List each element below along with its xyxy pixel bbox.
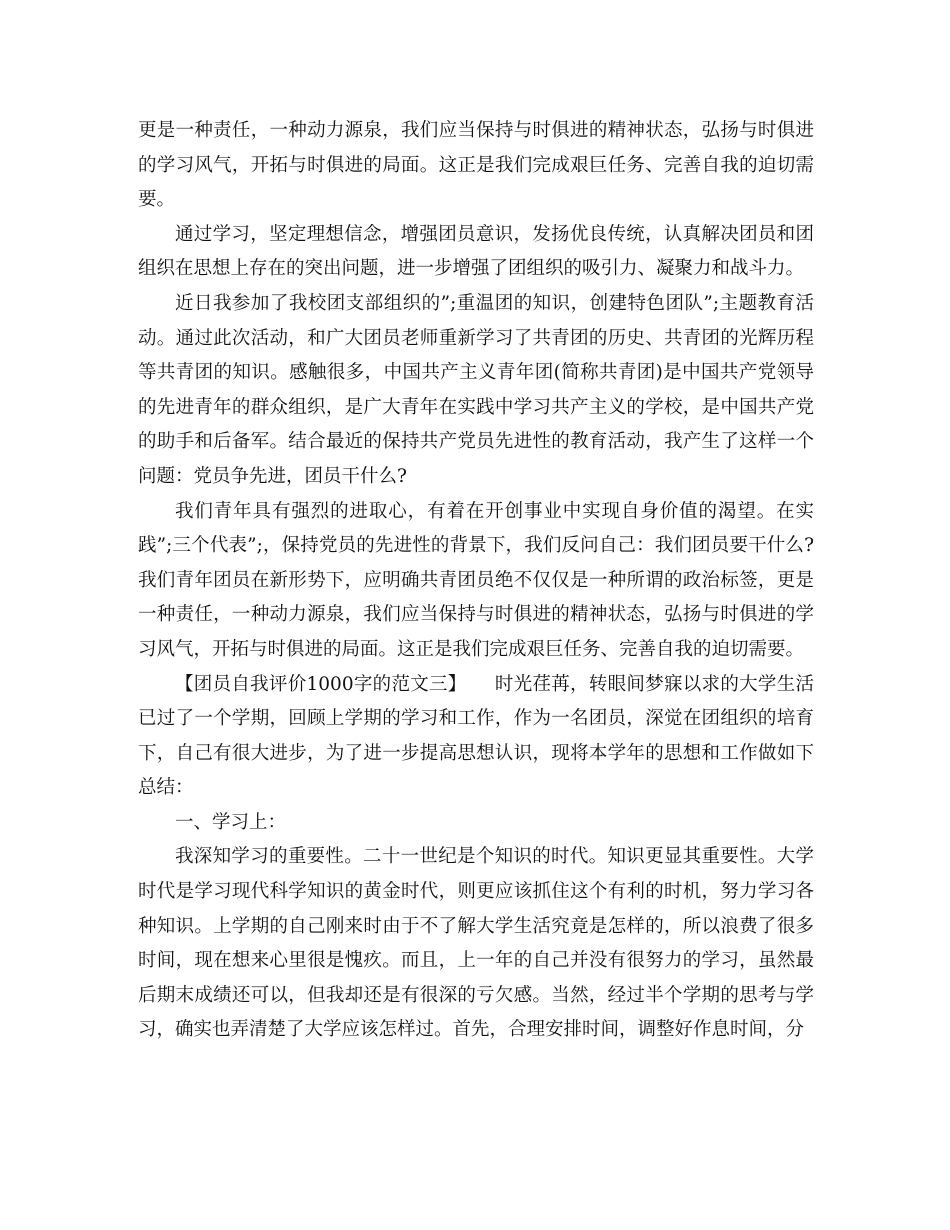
- paragraph-1: 更是一种责任，一种动力源泉，我们应当保持与时俱进的精神状态，弘扬与时俱进的学习风气，开拓与时俱进的局面。这正是我们完成艰巨任务、完善自我的迫切需要。: [138, 120, 814, 211]
- paragraph-4: 我们青年具有强烈的进取心，有着在开创事业中实现自身价值的渴望。在实践”;三个代表”;，保持党员的先进性的背景下，我们反问自己：我们团员要干什么?我们青年团员在新形势下，应明确共青团员绝不仅仅是一种所谓的政治标签，更是一种责任，一种动力源泉，我们应当保持与时俱进的精神状态，弘扬与时俱进的学习风气，开拓与时俱进的局面。这正是我们完成艰巨任务、完善自我的迫切需要。: [138, 500, 814, 660]
- paragraph-3: 近日我参加了我校团支部组织的”;重温团的知识，创建特色团队”;主题教育活动。通过此次活动，和广大团员老师重新学习了共青团的历史、共青团的光辉历程等共青团的知识。感触很多，中国共产主义青年团(简称共青团)是中国共产党领导的先进青年的群众组织，是广大青年在实践中学习共产主义的学校，是中国共产党的助手和后备军。结合最近的保持共产党员先进性的教育活动，我产生了这样一个问题：党员争先进，团员干什么?: [138, 292, 814, 487]
- paragraph-5: 【团员自我评价1000字的范文三】 时光荏苒，转眼间梦寐以求的大学生活已过了一个学期，回顾上学期的学习和工作，作为一名团员，深觉在团组织的培育下，自己有很大进步，为了进一步提高思想认识，现将本学年的思想和工作做如下总结：: [138, 673, 814, 799]
- paragraph-7: 我深知学习的重要性。二十一世纪是个知识的时代。知识更显其重要性。大学时代是学习现代科学知识的黄金时代，则更应该抓住这个有利的时机，努力学习各种知识。上学期的自己刚来时由于不了解大学生活究竟是怎样的，所以浪费了很多时间，现在想来心里很是愧疚。而且，上一年的自己并没有很努力的学习，虽然最后期末成绩还可以，但我却还是有很深的亏欠感。当然，经过半个学期的思考与学习，确实也弄清楚了大学应该怎样过。首先，合理安排时间，调整好作息时间，分: [138, 846, 814, 1041]
- document-body: [138, 114, 814, 1048]
- section-heading-study: 一、学习上：: [175, 811, 287, 833]
- paragraph-2: 通过学习，坚定理想信念，增强团员意识，发扬优良传统，认真解决团员和团组织在思想上存在的突出问题，进一步增强了团组织的吸引力、凝聚力和战斗力。: [138, 223, 814, 280]
